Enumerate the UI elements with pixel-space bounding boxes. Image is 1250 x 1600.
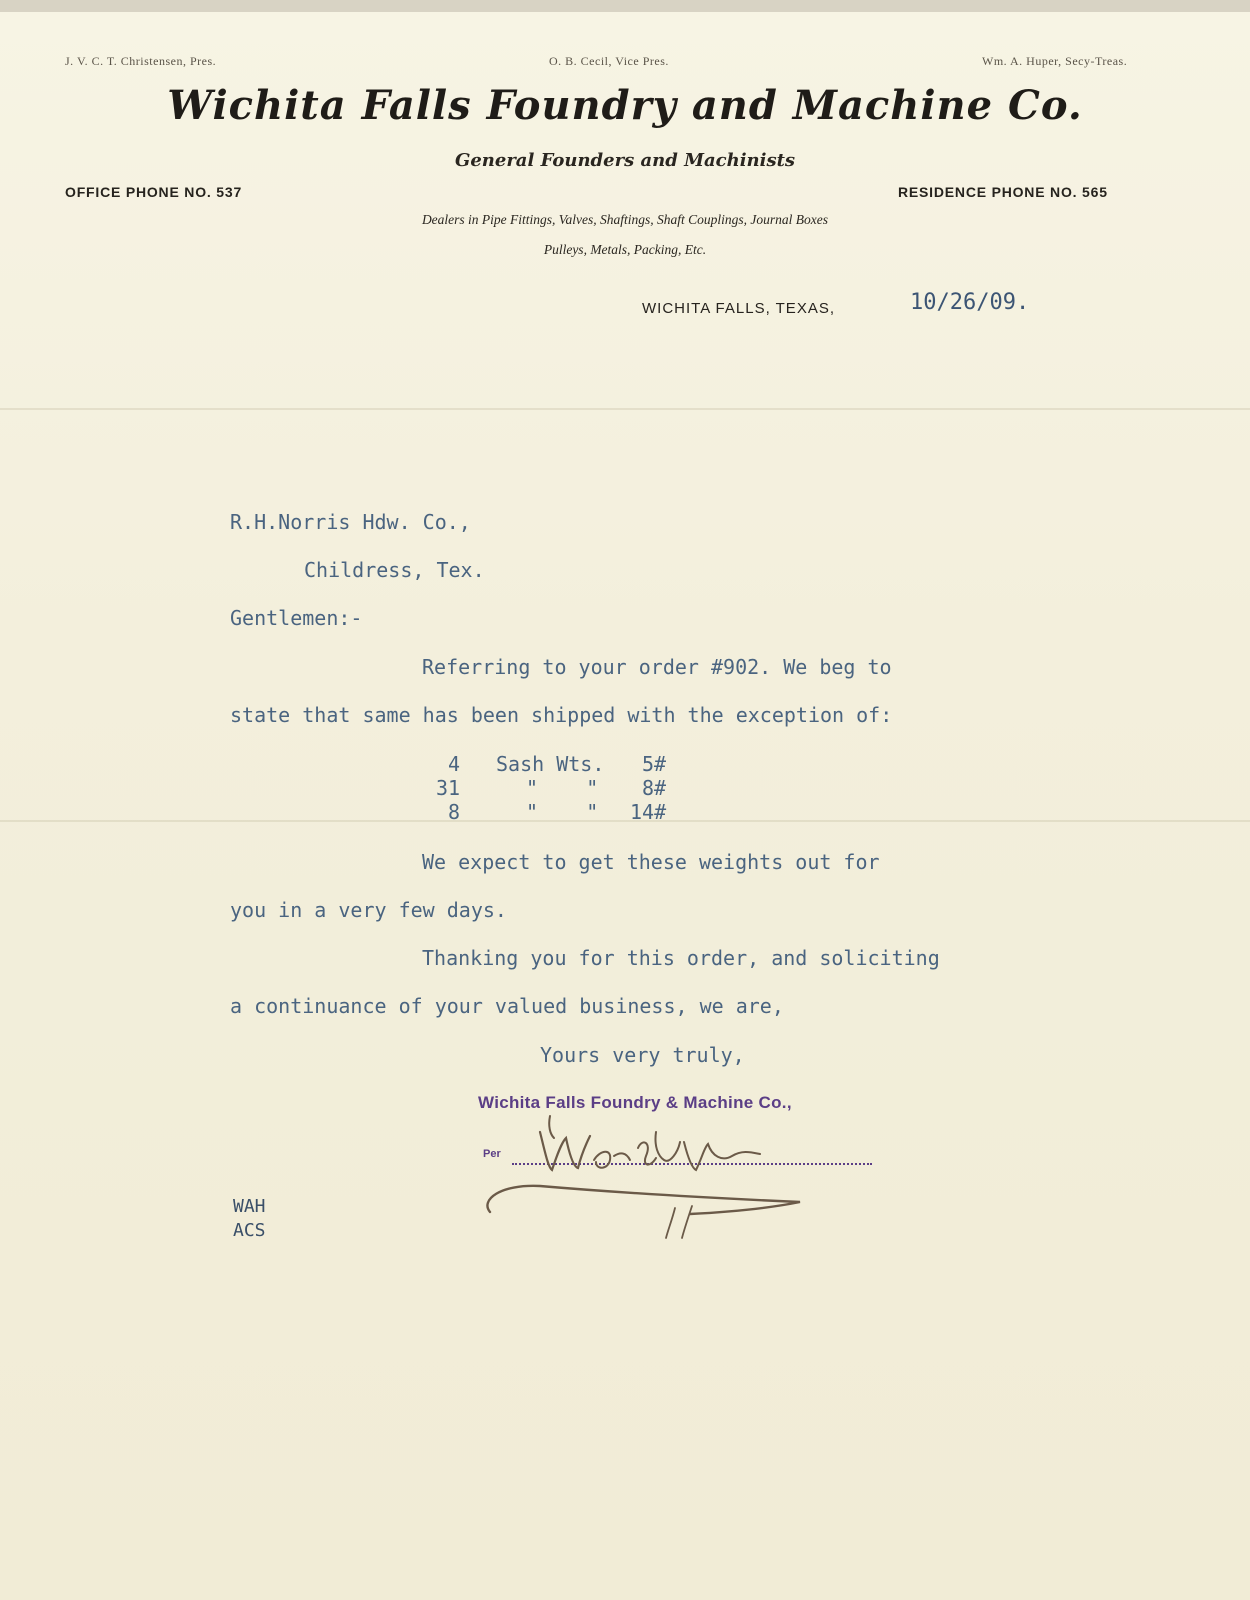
dealers-line-1: Dealers in Pipe Fittings, Valves, Shaftings, Shaft Couplings, Journal Boxes: [421, 212, 829, 227]
company-subtitle: General Founders and Machinists: [454, 150, 796, 171]
recipient-name: R.H.Norris Hdw. Co.,: [230, 510, 471, 534]
signature: [470, 1112, 830, 1242]
company-name: Wichita Falls Foundry and Machine Co.: [167, 82, 1083, 129]
initials-typist: ACS: [233, 1220, 266, 1241]
location: WICHITA FALLS, TEXAS,: [642, 300, 835, 317]
paragraph-3-line-2: a continuance of your valued business, we are,: [230, 994, 784, 1018]
fold-line: [0, 820, 1250, 822]
recipient-city: Childress, Tex.: [304, 558, 485, 582]
item-qty: 8: [448, 800, 461, 824]
item-weight: 14#: [630, 800, 667, 824]
dealers-line-2: Pulleys, Metals, Packing, Etc.: [543, 242, 707, 257]
scan-edge: [0, 0, 1250, 12]
fold-line: [0, 408, 1250, 410]
per-label: Per: [483, 1148, 501, 1160]
officer-secretary: Wm. A. Huper, Secy-Treas.: [982, 54, 1128, 68]
letter-date: 10/26/09.: [910, 290, 1030, 315]
officer-vice-president: O. B. Cecil, Vice Pres.: [549, 54, 669, 68]
residence-phone: RESIDENCE PHONE NO. 565: [898, 184, 1108, 200]
office-phone: OFFICE PHONE NO. 537: [65, 184, 243, 200]
item-desc: " ": [526, 776, 599, 800]
item-qty: 4: [448, 752, 461, 776]
paragraph-1-line-1: Referring to your order #902. We beg to: [422, 655, 892, 679]
paragraph-2-line-1: We expect to get these weights out for: [422, 850, 880, 874]
officer-president: J. V. C. T. Christensen, Pres.: [65, 54, 217, 68]
company-stamp: Wichita Falls Foundry & Machine Co.,: [478, 1093, 792, 1112]
salutation: Gentlemen:-: [230, 606, 363, 630]
item-weight: 8#: [642, 776, 667, 800]
item-desc: " ": [526, 800, 599, 824]
item-qty: 31: [436, 776, 461, 800]
item-weight: 5#: [642, 752, 667, 776]
paragraph-2-line-2: you in a very few days.: [230, 898, 507, 922]
initials-signer: WAH: [233, 1196, 266, 1217]
item-desc: Sash Wts.: [496, 752, 605, 776]
paragraph-3-line-1: Thanking you for this order, and soliciting: [422, 946, 940, 970]
paragraph-1-line-2: state that same has been shipped with the exception of:: [230, 703, 893, 727]
closing: Yours very truly,: [540, 1043, 745, 1067]
